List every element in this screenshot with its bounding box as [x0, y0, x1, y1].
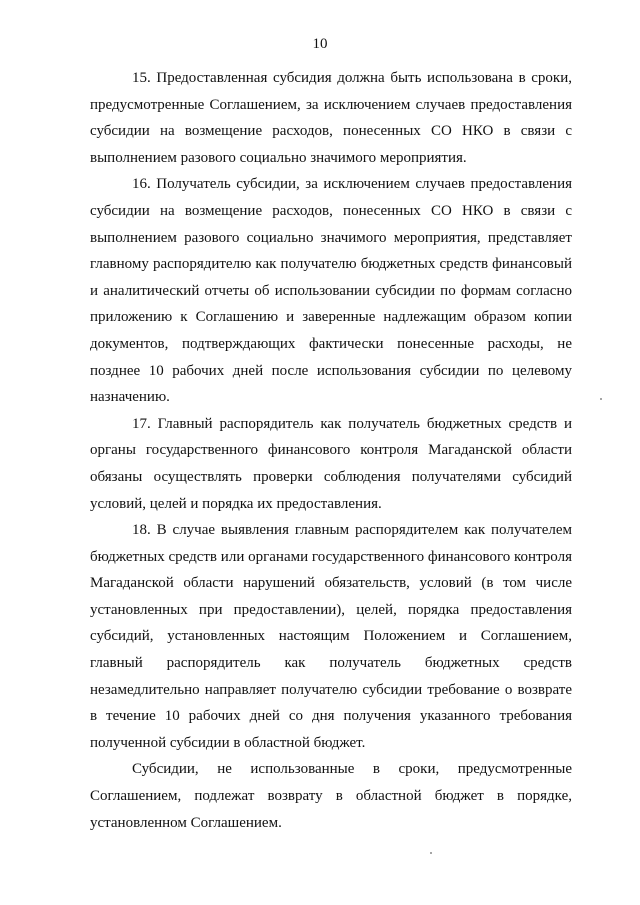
scan-speck [430, 852, 432, 854]
paragraph-16: 16. Получатель субсидии, за исключением случаев предоставления субсидии на возмещение расходов, понесенных СО НКО в связи с выполнением разового социально значимого мероприятия, представляет главному распорядителю как получателю бюджетных средств финансовый и аналитический отчеты об использовании субсидии по формам согласно приложению к Соглашению и заверенные надлежащим образом копии документов, подтверждающих фактически понесенные расходы, не позднее 10 рабочих дней после использования субсидии по целевому назначению. [90, 176, 572, 406]
document-body [90, 65, 572, 836]
scan-speck [600, 398, 602, 400]
paragraph-18: 18. В случае выявления главным распорядителем как получателем бюджетных средств или органами государственного финансового контроля Магаданской области нарушений обязательств, условий (в том числе установленных при предоставлении), целей, порядка предоставления субсидий, установленных настоящим Положением и Соглашением, главный распорядитель как получатель бюджетных средств незамедлительно направляет получателю субсидии требование о возврате в течение 10 рабочих дней со дня получения указанного требования полученной субсидии в областной бюджет. [90, 522, 572, 751]
paragraph-17: 17. Главный распорядитель как получатель бюджетных средств и органы государственного финансового контроля Магаданской области обязаны осуществлять проверки соблюдения получателями субсидий условий, целей и порядка их предоставления. [90, 415, 572, 512]
page-number: 10 [312, 36, 328, 52]
paragraph-unused-subsidies: Субсидии, не использованные в сроки, предусмотренные Соглашением, подлежат возврату в областной бюджет в порядке, установленном Соглашением. [90, 761, 572, 831]
paragraph-15: 15. Предоставленная субсидия должна быть использована в сроки, предусмотренные Соглашением, за исключением случаев предоставления субсидии на возмещение расходов, понесенных СО НКО в связи с выполнением разового социально значимого мероприятия. [90, 70, 572, 166]
